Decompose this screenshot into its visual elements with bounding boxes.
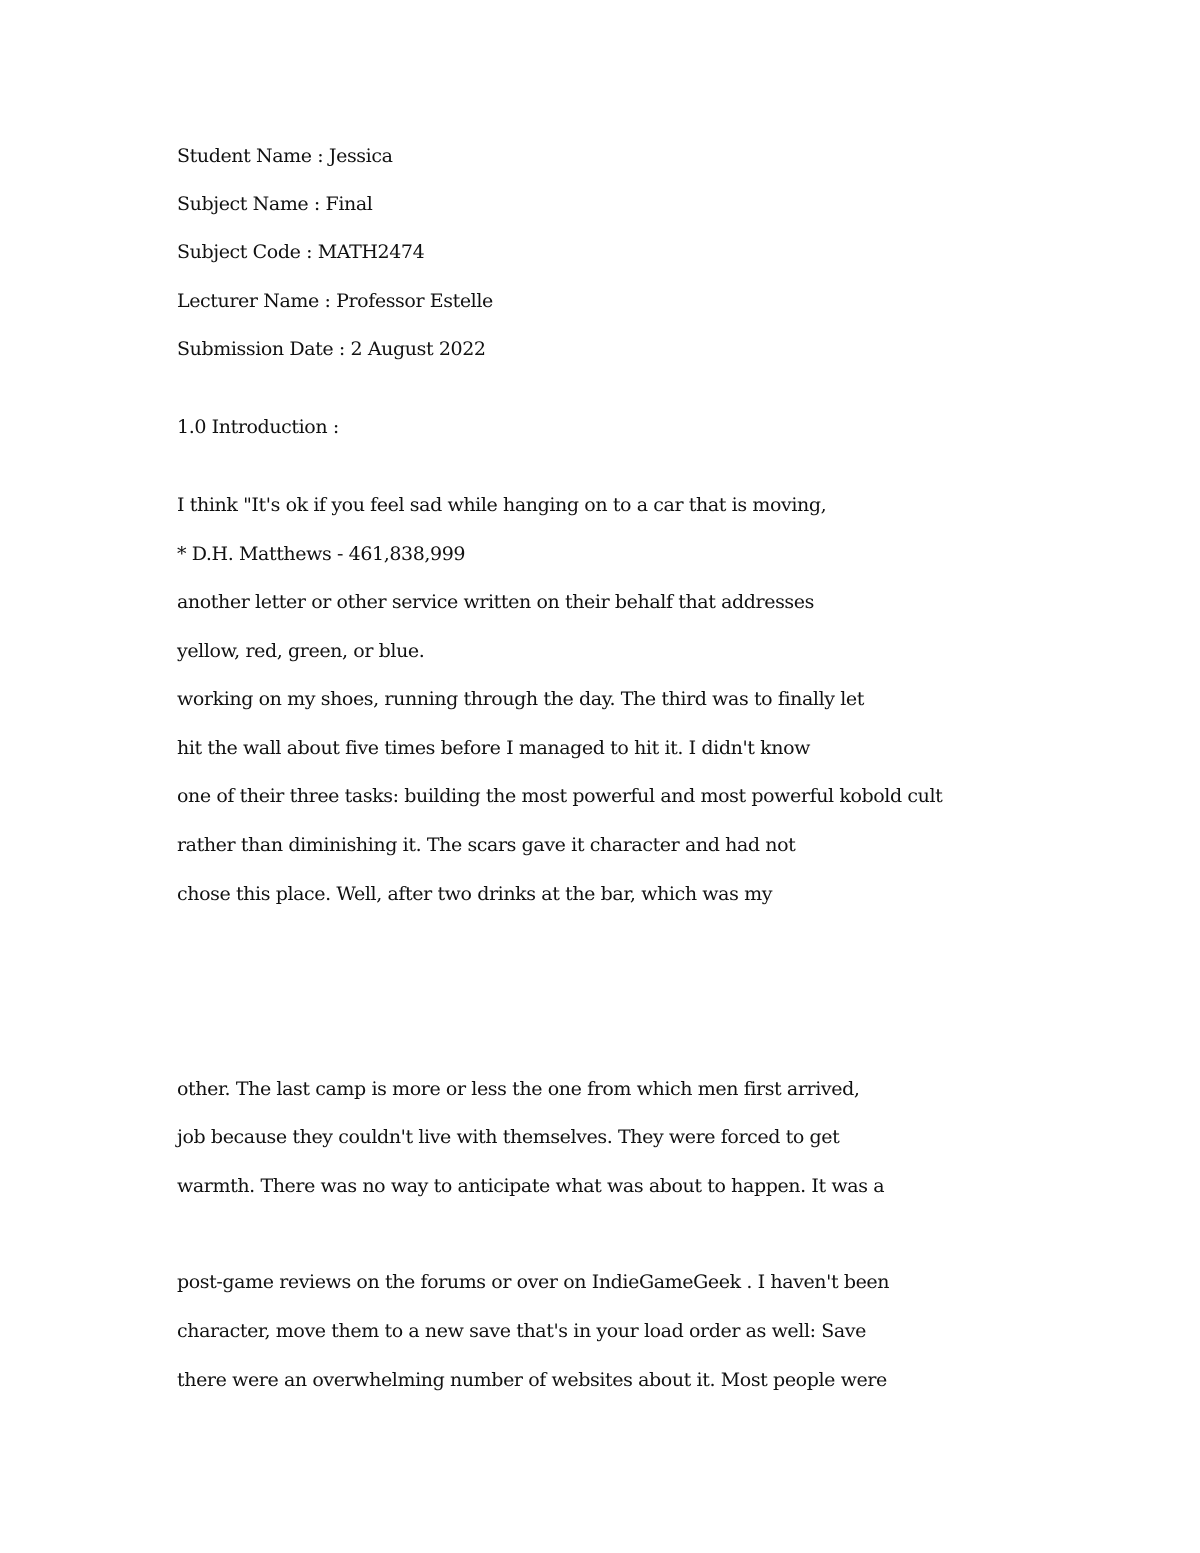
body-line: I think "It's ok if you feel sad while hanging on to a car that is moving, (177, 494, 827, 516)
body-line: post-game reviews on the forums or over on IndieGameGeek . I haven't been (177, 1271, 890, 1293)
body-line: there were an overwhelming number of websites about it. Most people were (177, 1369, 887, 1391)
body-line: job because they couldn't live with themselves. They were forced to get (177, 1126, 840, 1148)
subject-name-line: Subject Name : Final (177, 193, 373, 215)
student-name-line: Student Name : Jessica (177, 145, 393, 167)
body-line: warmth. There was no way to anticipate what was about to happen. It was a (177, 1175, 885, 1197)
body-line: rather than diminishing it. The scars gave it character and had not (177, 834, 796, 856)
body-line: chose this place. Well, after two drinks at the bar, which was my (177, 883, 773, 905)
subject-code-line: Subject Code : MATH2474 (177, 241, 425, 263)
body-line: character, move them to a new save that's in your load order as well: Save (177, 1320, 866, 1342)
body-line: another letter or other service written on their behalf that addresses (177, 591, 814, 613)
body-line: hit the wall about five times before I managed to hit it. I didn't know (177, 737, 810, 759)
section-heading: 1.0 Introduction : (177, 416, 339, 438)
submission-date-line: Submission Date : 2 August 2022 (177, 338, 486, 360)
lecturer-name-line: Lecturer Name : Professor Estelle (177, 290, 493, 312)
body-line: working on my shoes, running through the day. The third was to finally let (177, 688, 865, 710)
body-line: one of their three tasks: building the most powerful and most powerful kobold cult (177, 785, 943, 807)
body-line: yellow, red, green, or blue. (177, 640, 425, 662)
body-line: * D.H. Matthews - 461,838,999 (177, 543, 466, 565)
body-line: other. The last camp is more or less the one from which men first arrived, (177, 1078, 860, 1100)
